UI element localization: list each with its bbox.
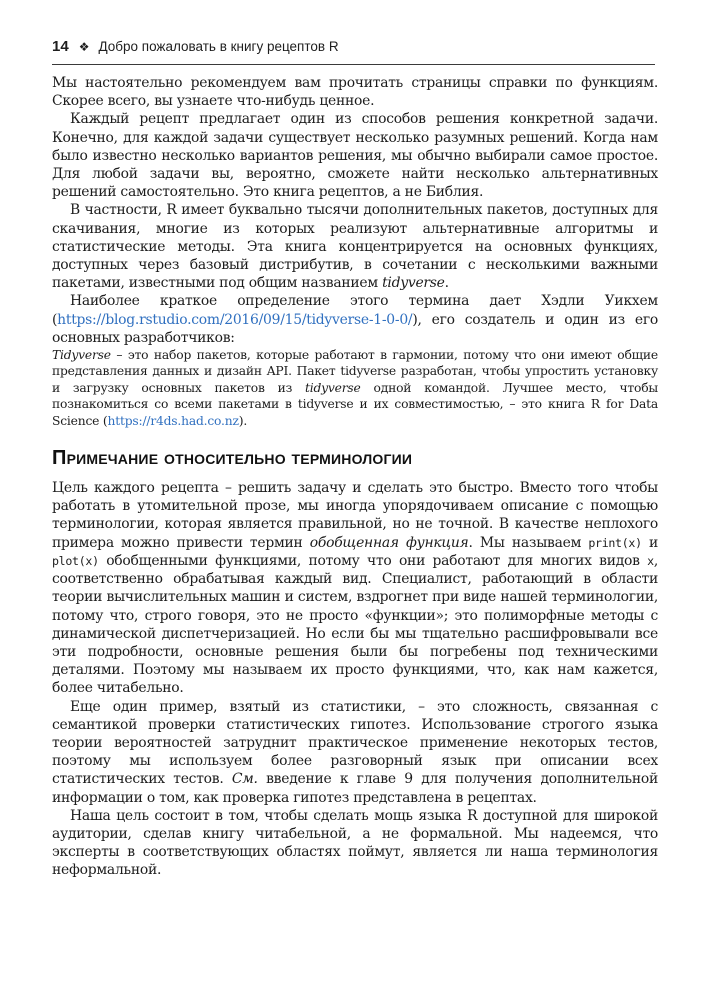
header-rule (52, 64, 655, 65)
paragraph-5 (52, 479, 658, 697)
paragraph-text: , соответственно обрабатывая каждый вид. Специалист, работающий в области теории вычислительных машин и систем, вздрогнет при виде нашей терминологии, потому что, строго говоря, это не просто «функции»; это полиморфные методы с динамической диспетчеризацией. Но если бы мы тщательно расшифровывали все эти подробности, основные решения были бы погребены под техническими деталями. Поэтому мы называем их просто функциями, что, как нам кажется, более читабельно. (52, 552, 658, 697)
section-heading: Примечание относительно терминологии (52, 447, 413, 470)
quote-text: – это набор пакетов, которые работают в гармонии, потому что они имеют общие представления данных и дизайн API. Пакет tidyverse разработан, чтобы упростить установку и загрузку основных пакетов из (52, 348, 658, 395)
emphasis-term: обобщенная функция (309, 534, 469, 551)
page-number: 14 (52, 38, 69, 55)
emphasis-tidyverse: tidyverse (382, 275, 445, 292)
paragraph-text: В частности, R имеет буквально тысячи дополнительных пакетов, доступных для скачивания, многие из которых реализуют альтернативные алгоритмы и статистические методы. Эта книга концентрируется на основных функциях, доступных через базовый дистрибутив, в сочетании с несколькими важными пакетами, известными под общим названием (52, 202, 658, 292)
paragraph-text: введение к главе 9 для получения дополнительной информации о том, как проверка гипотез представлена в рецептах. (52, 771, 658, 806)
paragraph-text: обобщенными функциями, потому что они работают для многих видов (98, 552, 648, 569)
blog-link[interactable]: https://blog.rstudio.com/2016/09/15/tidyverse-1-0-0/ (57, 311, 413, 328)
r4ds-link[interactable]: https://r4ds.had.co.nz (107, 413, 239, 428)
running-header (52, 38, 655, 64)
paragraph-text: ), его создатель и один из его основных разработчиков: (52, 311, 658, 346)
emphasis-see: См. (231, 771, 258, 788)
paragraph-2 (52, 110, 658, 201)
paragraph-text: Наша цель состоит в том, чтобы сделать мощь языка R доступной для широкой аудитории, сделав книгу читабельной, а не формальной. Мы надеемся, что эксперты в соответствующих областях поймут, является ли наша терминология неформальной. (52, 807, 658, 879)
paragraph-4 (52, 292, 658, 347)
paragraph-3 (52, 201, 658, 292)
emphasis-tidyverse: tidyverse (305, 380, 361, 395)
paragraph-text: . (444, 275, 449, 292)
diamond-ornament-icon: ❖ (78, 40, 90, 54)
page-body (52, 74, 658, 880)
code-print: print(x) (588, 535, 642, 550)
quote-text: одной командой. Лучшее место, чтобы познакомиться со всеми пакетами в tidyverse и их совместимостью, – это книга R for Data Science ( (52, 380, 658, 428)
paragraph-text: Еще один пример, взятый из статистики, – это сложность, связанная с семантикой проверки статистических гипотез. Использование строгого языка теории вероятностей затруднит практическое применение некоторых тестов, поэтому мы используем более разговорный язык при описании всех статистических тестов. (52, 698, 658, 788)
paragraph-text: Наиболее краткое определение этого термина дает Хэдли Уикхем ( (52, 293, 658, 328)
quote-text: ). (238, 413, 248, 428)
paragraph-text: Мы настоятельно рекомендуем вам прочитать страницы справки по функциям. Скорее всего, вы узнаете что-нибудь ценное. (52, 75, 658, 110)
paragraph-text: Цель каждого рецепта – решить задачу и сделать это быстро. Вместо того чтобы работать в утомительной прозе, мы иногда упорядочиваем описание с помощью терминологии, которая является правильной, но не точной. В качестве неплохого примера можно привести термин (52, 480, 658, 551)
running-title: Добро пожаловать в книгу рецептов R (98, 39, 339, 54)
paragraph-1 (52, 74, 658, 110)
paragraph-text: и (641, 534, 658, 551)
paragraph-7 (52, 807, 658, 880)
code-plot: plot(x) (52, 553, 99, 568)
blockquote (52, 347, 658, 429)
emphasis-tidyverse: Tidyverse (52, 348, 111, 363)
paragraph-text: . Мы называем (468, 534, 589, 551)
paragraph-text: Каждый рецепт предлагает один из способов решения конкретной задачи. Конечно, для каждой задачи существует несколько разумных решений. Когда нам было известно несколько вариантов решения, мы обычно выбирали самое простое. Для любой задачи вы, вероятно, сможете найти несколько альтернативных решений самостоятельно. Это книга рецептов, а не Библия. (52, 111, 658, 201)
code-x: x (647, 553, 654, 568)
paragraph-6 (52, 698, 658, 807)
